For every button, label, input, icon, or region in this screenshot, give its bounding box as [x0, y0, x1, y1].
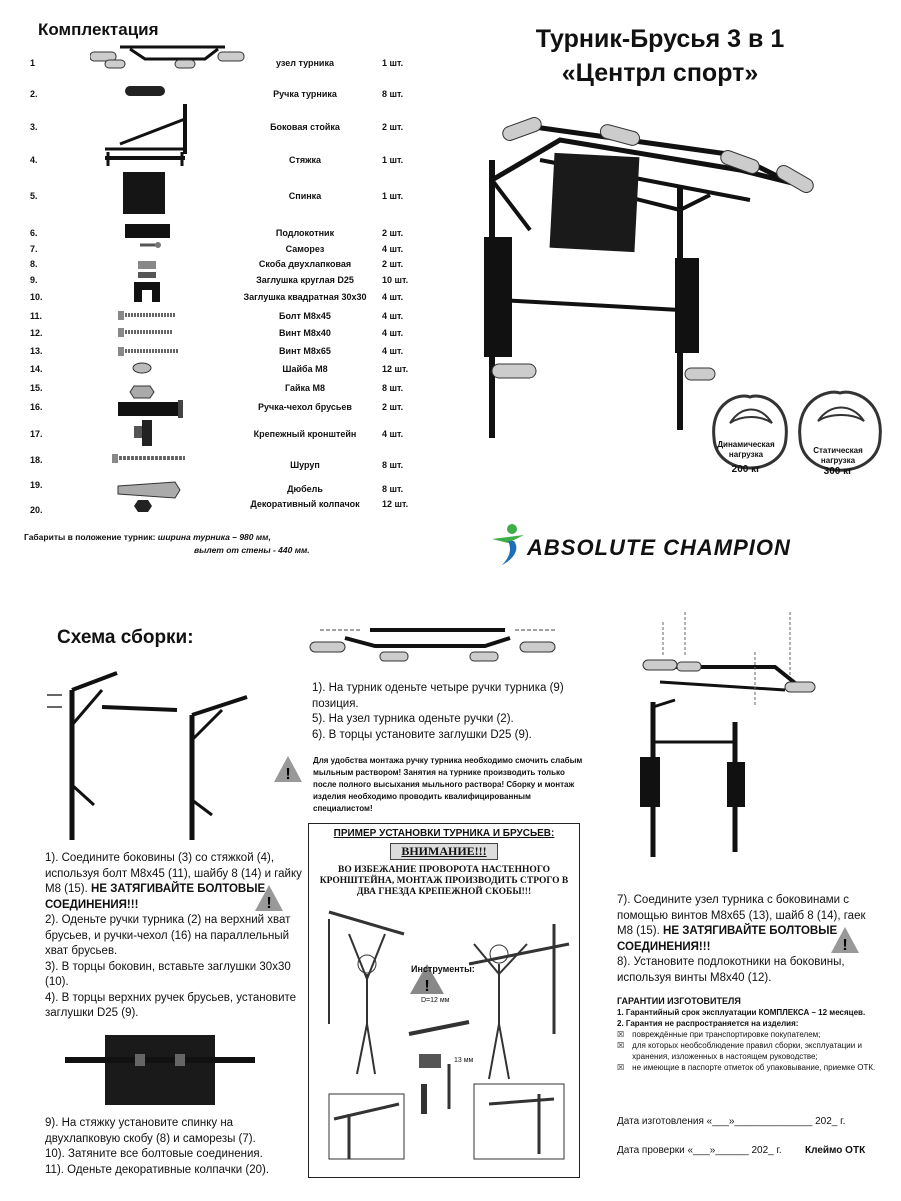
part-number: 2. — [30, 89, 38, 99]
part-name: Заглушка квадратная 30х30 — [243, 292, 367, 302]
part-armrest-image — [125, 224, 170, 238]
part-name: Саморез — [285, 244, 325, 254]
part-name: Винт М8х40 — [279, 328, 331, 338]
drill-label: D=12 мм — [421, 997, 450, 1004]
part-number: 8. — [30, 259, 38, 269]
right-steps — [617, 893, 872, 986]
part-number: 9. — [30, 275, 38, 285]
warranty-bullet — [617, 1040, 882, 1062]
example-warning: ВО ИЗБЕЖАНИЕ ПРОВОРОТА НАСТЕННОГО КРОНШТЕЙНА, МОНТАЖ ПРОИЗВОДИТЬ СТРОГО В ДВА ГНЕЗДА КРЕПЕЖНОЙ СКОБЫ!!! — [319, 865, 569, 897]
part-name: Спинка — [288, 191, 322, 201]
part-number: 18. — [30, 455, 43, 465]
part-name: Декоративный колпачок — [250, 499, 360, 509]
product-title — [490, 22, 830, 90]
left-steps — [45, 851, 305, 1022]
installation-example-illustration — [309, 904, 579, 1164]
part-bar-unit-image — [90, 47, 244, 68]
part-quantity: 4 шт. — [382, 311, 404, 321]
top-step6: 6). В торцы установите заглушки D25 (9). — [312, 728, 532, 741]
warranty-section — [617, 996, 882, 1073]
warranty-bullet — [617, 1062, 882, 1073]
part-quantity: 1 шт. — [382, 191, 404, 201]
part-dowel-image — [118, 482, 180, 498]
part-number: 3. — [30, 122, 38, 132]
right-step7: 7). Соедините узел турника с боковинами с помощью винтов М8х65 (13), шайб 8 (14), гаек М8 (15). — [617, 894, 866, 937]
part-quantity: 8 шт. — [382, 484, 404, 494]
part-square-plug-image — [134, 282, 160, 302]
assembly-step1-illustration — [42, 665, 267, 845]
svg-text:!: ! — [285, 766, 291, 783]
top-steps — [312, 681, 582, 743]
part-name: Шайба М8 — [282, 364, 328, 374]
part-quantity: 2 шт. — [382, 122, 404, 132]
top-step1: 1). На турник оденьте четыре ручки турника (9) позиция. — [312, 682, 564, 710]
qc-stamp-label: Клеймо ОТК — [805, 1145, 866, 1156]
dims-width: ширина турника – 980 мм, — [157, 532, 271, 542]
wrench-label: 13 мм — [454, 1057, 474, 1064]
warning-icon — [272, 754, 304, 784]
part-name: Гайка М8 — [284, 383, 326, 393]
part-quantity: 2 шт. — [382, 402, 404, 412]
part-cap-image — [134, 500, 152, 512]
part-name: Заглушка круглая D25 — [256, 275, 354, 285]
part-number: 17. — [30, 429, 43, 439]
static-load-value: 300 кг — [823, 466, 853, 477]
part-side-post-image — [105, 104, 185, 154]
part-name: Боковая стойка — [270, 122, 340, 132]
svg-text:!: ! — [424, 978, 430, 995]
part-number: 15. — [30, 383, 43, 393]
part-name: Шуруп — [290, 460, 320, 470]
part-name: Винт М8х65 — [279, 346, 331, 356]
bar-handles-illustration — [305, 618, 565, 668]
part-staple-image — [138, 261, 156, 269]
part-number: 6. — [30, 228, 38, 238]
part-quantity: 8 шт. — [382, 383, 404, 393]
part-number: 14. — [30, 364, 43, 374]
part-number: 13. — [30, 346, 43, 356]
part-self-tapping-screw-image — [140, 242, 161, 248]
part-number: 11. — [30, 311, 43, 321]
part-quantity: 4 шт. — [382, 328, 404, 338]
soap-note: Для удобства монтажа ручку турника необходимо смочить слабым мыльным раствором! Занятия на турнике производить только после полного высыхания мыльного раствора! Сборку и монтаж изделия необходимо проводить квалифицированным специалистом! — [313, 756, 583, 813]
part-number: 19. — [30, 480, 43, 490]
bottom-step10: 10). Затяните все болтовые соединения. — [45, 1148, 263, 1160]
part-name: Ручка-чехол брусьев — [258, 402, 352, 412]
part-name: Дюбель — [287, 484, 323, 494]
left-step4: 4). В торцы верхних ручек брусьев, установите заглушки D25 (9). — [45, 991, 297, 1019]
left-step3: 3). В торцы боковин, вставьте заглушки 30х30 (10). — [45, 960, 291, 988]
part-quantity: 1 шт. — [382, 58, 404, 68]
part-cover-handle-image — [118, 400, 183, 418]
assembly-step7-illustration — [615, 612, 825, 862]
parts-illustrations — [90, 34, 260, 524]
warranty-bullet-text: для которых необсоблюдение правил сборки, эксплуатации и хранения, изложенных в настоящем руководстве; — [632, 1041, 862, 1061]
product-title-line1: Турник-Брусья 3 в 1 — [535, 25, 785, 53]
part-quantity: 4 шт. — [382, 429, 404, 439]
part-name: Скоба двухлапковая — [258, 259, 352, 269]
part-quantity: 10 шт. — [382, 275, 409, 285]
brand-logo-icon — [490, 523, 526, 567]
static-load-label: Статическая нагрузка — [813, 446, 863, 465]
top-step5: 5). На узел турника оденьте ручки (2). — [312, 713, 514, 725]
svg-text:!: ! — [842, 937, 848, 954]
right-step7-warning: НЕ ЗАТЯГИВАЙТЕ БОЛТОВЫЕ СОЕДИНЕНИЯ!!! — [617, 925, 838, 953]
part-quantity: 4 шт. — [382, 292, 404, 302]
components-title: Комплектация — [38, 20, 159, 39]
part-quantity: 2 шт. — [382, 259, 404, 269]
part-back-image — [123, 172, 165, 214]
part-name: узел турника — [276, 58, 334, 68]
checkbox-icon: ☒ — [617, 1041, 625, 1050]
part-number: 1 — [30, 58, 36, 68]
part-number: 7. — [30, 244, 38, 254]
part-number: 4. — [30, 155, 38, 165]
part-name: Ручка турника — [273, 89, 337, 99]
warranty-bullet — [617, 1029, 882, 1040]
part-quantity: 2 шт. — [382, 228, 404, 238]
dimensions-note — [24, 531, 310, 557]
part-name: Стяжка — [288, 155, 322, 165]
left-step2: 2). Оденьте ручки турника (2) на верхний хват брусьев, и ручки-чехол (16) на параллельный хват брусьев. — [45, 914, 291, 957]
right-step8: 8). Установите подлокотники на боковины, используя винты М8х40 (12). — [617, 956, 845, 984]
dynamic-load-value: 200 кг — [731, 464, 761, 475]
bottom-step9: 9). На стяжку установите спинку на двухлапковую скобу (8) и саморезы (7). — [45, 1117, 256, 1145]
attention-label: ВНИМАНИЕ!!! — [390, 843, 498, 860]
left-step1-warning: НЕ ЗАТЯГИВАЙТЕ БОЛТОВЫЕ СОЕДИНЕНИЯ!!! — [45, 883, 266, 911]
checkbox-icon: ☒ — [617, 1063, 625, 1072]
part-number: 5. — [30, 191, 38, 201]
part-quantity: 12 шт. — [382, 499, 409, 509]
part-number: 12. — [30, 328, 43, 338]
part-name: Болт М8х45 — [279, 311, 331, 321]
part-number: 20. — [30, 505, 43, 515]
warranty-bullet-text: повреждённые при транспортировке покупателем; — [632, 1030, 821, 1039]
bottom-steps — [45, 1116, 305, 1178]
assembly-title: Схема сборки: — [57, 627, 194, 648]
warranty-bullet-text: не имеющие в паспорте отметок об упаковывание, приемке ОТК. — [632, 1063, 876, 1072]
manufacture-date-line: Дата изготовления «___»______________ 202_ г. — [617, 1116, 846, 1127]
dims-depth: вылет от стены - 440 мм. — [194, 545, 310, 555]
part-quantity: 4 шт. — [382, 244, 404, 254]
installation-example-box — [308, 823, 580, 1178]
part-quantity: 1 шт. — [382, 155, 404, 165]
warranty-line2: 2. Гарантия не распространяется на изделия: — [617, 1019, 799, 1028]
bottom-step11: 11). Оденьте декоративные колпачки (20). — [45, 1163, 270, 1176]
part-screw-image — [112, 454, 185, 463]
part-handle-image — [125, 86, 165, 96]
svg-text:!: ! — [266, 895, 272, 912]
part-mount-bracket-image — [134, 420, 152, 446]
dims-label: Габариты в положение турник: — [24, 532, 156, 542]
dynamic-load-label: Динамическая нагрузка — [717, 440, 775, 459]
warranty-title: ГАРАНТИИ ИЗГОТОВИТЕЛЯ — [617, 996, 741, 1006]
part-washer-image — [133, 363, 151, 373]
product-title-line2: «Центрл спорт» — [561, 59, 759, 87]
part-name: Подлокотник — [275, 228, 335, 238]
part-strap-image — [105, 152, 185, 166]
part-quantity: 4 шт. — [382, 346, 404, 356]
part-quantity: 8 шт. — [382, 89, 404, 99]
part-number: 10. — [30, 292, 43, 302]
checkbox-icon: ☒ — [617, 1030, 625, 1039]
warranty-line1: 1. Гарантийный срок эксплуатации КОМПЛЕКСА – 12 месяцев. — [617, 1008, 866, 1017]
part-nut-image — [130, 386, 154, 398]
inspection-date-line: Дата проверки «___»______ 202_ г. — [617, 1145, 782, 1156]
tools-label: Инструменты: — [411, 964, 475, 974]
brand-name: ABSOLUTE CHAMPION — [527, 535, 791, 560]
example-title: ПРИМЕР УСТАНОВКИ ТУРНИКА И БРУСЬЕВ: — [333, 828, 555, 839]
part-bolts-image — [118, 311, 178, 356]
assembly-step9-illustration — [65, 1030, 255, 1110]
part-name: Крепежный кронштейн — [253, 429, 357, 439]
part-quantity: 12 шт. — [382, 364, 409, 374]
part-round-plug-image — [138, 272, 156, 278]
part-quantity: 8 шт. — [382, 460, 404, 470]
left-step1: 1). Соедините боковины (3) со стяжкой (4), используя болт М8х45 (11), шайбу 8 (14) и гайку М8 (15). — [45, 852, 302, 895]
part-number: 16. — [30, 402, 43, 412]
